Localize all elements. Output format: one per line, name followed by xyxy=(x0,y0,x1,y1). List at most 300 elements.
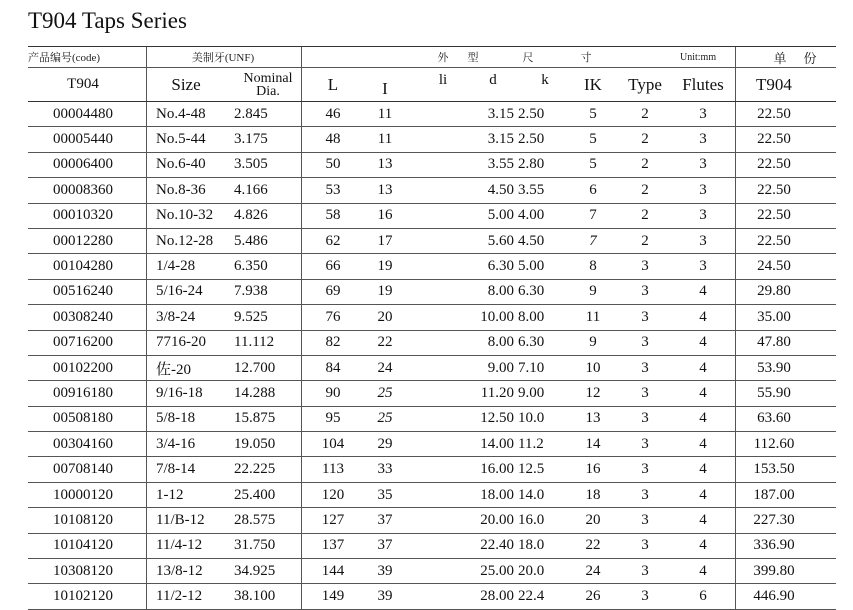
header-col-price: T904 xyxy=(756,74,792,94)
d-cell: 28.00 xyxy=(480,588,514,605)
header-col-I: I xyxy=(382,78,388,98)
header-dim-char-4: 寸 xyxy=(580,52,592,64)
size-cell: 5/16-24 xyxy=(156,283,203,300)
code-cell: 00104280 xyxy=(53,258,113,275)
divider xyxy=(735,280,736,304)
divider xyxy=(301,584,302,608)
size-cell: 13/8-12 xyxy=(156,562,203,579)
flutes-cell: 4 xyxy=(699,410,707,427)
divider xyxy=(301,432,302,456)
I-cell: 24 xyxy=(377,359,393,376)
k-cell: 2.50 xyxy=(518,131,545,148)
code-cell: 10308120 xyxy=(53,562,113,579)
divider xyxy=(146,584,147,608)
divider xyxy=(146,204,147,228)
size-cell: 1/4-28 xyxy=(156,258,196,275)
IK-cell: 12 xyxy=(585,384,601,401)
header-col-nominal xyxy=(234,68,302,101)
divider xyxy=(735,254,736,278)
k-cell: 12.5 xyxy=(518,461,545,478)
header-code-label: 产品编号(code) xyxy=(28,52,101,64)
divider xyxy=(146,102,147,126)
d-cell: 4.50 xyxy=(487,181,514,198)
divider xyxy=(146,457,147,481)
flutes-cell: 3 xyxy=(699,207,707,224)
size-cell: 3/8-24 xyxy=(156,308,196,325)
nominal-dia-cell: 22.225 xyxy=(234,461,276,478)
L-cell: 58 xyxy=(325,207,341,224)
flutes-cell: 4 xyxy=(699,435,707,452)
d-cell: 14.00 xyxy=(480,435,514,452)
size-cell: 3/4-16 xyxy=(156,435,196,452)
header-dim-char-2: 型 xyxy=(467,52,479,64)
d-cell: 10.00 xyxy=(480,308,514,325)
price-cell: 227.30 xyxy=(753,511,795,528)
type-cell: 3 xyxy=(641,461,649,478)
table-row xyxy=(28,254,836,279)
nominal-dia-cell: 3.175 xyxy=(234,131,268,148)
k-cell: 14.0 xyxy=(518,486,545,503)
flutes-cell: 4 xyxy=(699,384,707,401)
table-row xyxy=(28,305,836,330)
size-cell: 5/8-18 xyxy=(156,410,196,427)
table-body xyxy=(28,102,836,610)
type-cell: 3 xyxy=(641,308,649,325)
divider xyxy=(735,305,736,329)
taps-table xyxy=(28,46,836,610)
d-cell: 6.30 xyxy=(487,258,514,275)
code-cell: 00516240 xyxy=(53,283,113,300)
table-row xyxy=(28,483,836,508)
size-cell: No.12-28 xyxy=(156,232,214,249)
IK-cell: 5 xyxy=(589,105,597,122)
size-cell: No.6-40 xyxy=(156,156,206,173)
divider xyxy=(146,356,147,380)
I-cell: 20 xyxy=(377,308,393,325)
divider xyxy=(301,204,302,228)
price-cell: 29.80 xyxy=(757,283,791,300)
divider xyxy=(146,47,147,67)
nominal-dia-cell: 19.050 xyxy=(234,435,276,452)
code-cell: 00716200 xyxy=(53,334,113,351)
d-cell: 18.00 xyxy=(480,486,514,503)
header-nominal-line-1: Nominal xyxy=(243,70,293,86)
code-cell: 00006400 xyxy=(53,156,113,173)
table-row xyxy=(28,407,836,432)
header-col-type: Type xyxy=(628,74,662,94)
I-cell: 19 xyxy=(377,258,393,275)
table-row xyxy=(28,356,836,381)
type-cell: 3 xyxy=(641,359,649,376)
code-cell: 00004480 xyxy=(53,105,113,122)
divider xyxy=(735,407,736,431)
divider xyxy=(735,457,736,481)
L-cell: 95 xyxy=(325,410,341,427)
header-row-1 xyxy=(28,46,836,68)
price-cell: 399.80 xyxy=(753,562,795,579)
price-cell: 22.50 xyxy=(757,156,791,173)
header-nominal-line-2: Dia. xyxy=(256,83,280,99)
d-cell: 9.00 xyxy=(487,359,514,376)
IK-cell: 20 xyxy=(585,511,601,528)
divider xyxy=(735,432,736,456)
type-cell: 3 xyxy=(641,435,649,452)
k-cell: 16.0 xyxy=(518,511,545,528)
L-cell: 82 xyxy=(325,334,341,351)
nominal-dia-cell: 11.112 xyxy=(234,334,275,351)
divider xyxy=(735,68,736,101)
d-cell: 16.00 xyxy=(480,461,514,478)
divider xyxy=(735,102,736,126)
type-cell: 3 xyxy=(641,384,649,401)
I-cell: 22 xyxy=(377,334,393,351)
L-cell: 149 xyxy=(321,588,345,605)
nominal-dia-cell: 9.525 xyxy=(234,308,268,325)
table-row xyxy=(28,381,836,406)
flutes-cell: 3 xyxy=(699,156,707,173)
divider xyxy=(146,178,147,202)
divider xyxy=(146,508,147,532)
flutes-cell: 4 xyxy=(699,486,707,503)
nominal-dia-cell: 12.700 xyxy=(234,359,276,376)
I-cell: 17 xyxy=(377,232,393,249)
divider xyxy=(735,356,736,380)
flutes-cell: 4 xyxy=(699,334,707,351)
table-row xyxy=(28,331,836,356)
L-cell: 66 xyxy=(325,258,341,275)
k-cell: 18.0 xyxy=(518,537,545,554)
page-title: T904 Taps Series xyxy=(28,8,187,33)
I-cell: 16 xyxy=(377,207,393,224)
table-row xyxy=(28,127,836,152)
k-cell: 8.00 xyxy=(518,308,545,325)
flutes-cell: 4 xyxy=(699,359,707,376)
code-cell: 10102120 xyxy=(53,588,113,605)
k-cell: 22.4 xyxy=(518,588,545,605)
price-cell: 63.60 xyxy=(757,410,791,427)
k-cell: 9.00 xyxy=(518,384,545,401)
L-cell: 53 xyxy=(325,181,341,198)
d-cell: 3.15 xyxy=(487,105,514,122)
type-cell: 3 xyxy=(641,410,649,427)
L-cell: 50 xyxy=(325,156,341,173)
nominal-dia-cell: 6.350 xyxy=(234,258,268,275)
size-cell: 9/16-18 xyxy=(156,384,203,401)
header-unit-label: Unit:mm xyxy=(680,51,717,63)
divider xyxy=(146,127,147,151)
L-cell: 137 xyxy=(321,537,345,554)
table-row xyxy=(28,102,836,127)
k-cell: 6.30 xyxy=(518,283,545,300)
k-cell: 20.0 xyxy=(518,562,545,579)
header-dim-char-1: 外 xyxy=(437,52,449,64)
size-cell: 7716-20 xyxy=(156,334,206,351)
code-cell: 00102200 xyxy=(53,359,113,376)
d-cell: 25.00 xyxy=(480,562,514,579)
nominal-dia-cell: 34.925 xyxy=(234,562,276,579)
nominal-dia-cell: 4.166 xyxy=(234,181,268,198)
IK-cell: 18 xyxy=(585,486,601,503)
flutes-cell: 4 xyxy=(699,511,707,528)
L-cell: 76 xyxy=(325,308,341,325)
type-cell: 3 xyxy=(641,486,649,503)
flutes-cell: 4 xyxy=(699,537,707,554)
nominal-dia-cell: 38.100 xyxy=(234,588,276,605)
L-cell: 144 xyxy=(321,562,345,579)
divider xyxy=(735,584,736,608)
divider xyxy=(301,102,302,126)
table-row xyxy=(28,229,836,254)
divider xyxy=(301,534,302,558)
code-cell: 00308240 xyxy=(53,308,113,325)
table-row xyxy=(28,432,836,457)
k-cell: 4.00 xyxy=(518,207,545,224)
code-cell: 00005440 xyxy=(53,131,113,148)
price-cell: 47.80 xyxy=(757,334,791,351)
flutes-cell: 4 xyxy=(699,308,707,325)
divider xyxy=(301,127,302,151)
header-col-flutes: Flutes xyxy=(682,74,724,94)
code-cell: 10104120 xyxy=(53,537,113,554)
nominal-dia-cell: 15.875 xyxy=(234,410,276,427)
divider xyxy=(146,483,147,507)
flutes-cell: 3 xyxy=(699,181,707,198)
table-row xyxy=(28,534,836,559)
I-cell: 33 xyxy=(377,461,393,478)
flutes-cell: 4 xyxy=(699,562,707,579)
header-col-code: T904 xyxy=(67,76,99,92)
L-cell: 84 xyxy=(325,359,341,376)
nominal-dia-cell: 25.400 xyxy=(234,486,276,503)
IK-cell: 16 xyxy=(585,461,601,478)
I-cell: 25 xyxy=(377,384,393,401)
header-price-char-1: 单 xyxy=(773,50,787,66)
type-cell: 2 xyxy=(641,232,649,249)
type-cell: 3 xyxy=(641,511,649,528)
nominal-dia-cell: 7.938 xyxy=(234,283,268,300)
I-cell: 11 xyxy=(377,131,393,148)
price-cell: 35.00 xyxy=(757,308,791,325)
divider xyxy=(301,356,302,380)
type-cell: 2 xyxy=(641,131,649,148)
code-cell: 10000120 xyxy=(53,486,113,503)
size-cell: 11/B-12 xyxy=(156,511,205,528)
table-row xyxy=(28,457,836,482)
table-row xyxy=(28,508,836,533)
table-row xyxy=(28,584,836,609)
divider xyxy=(146,432,147,456)
L-cell: 48 xyxy=(325,131,341,148)
code-cell: 00508180 xyxy=(53,410,113,427)
type-cell: 2 xyxy=(641,181,649,198)
divider xyxy=(301,178,302,202)
d-cell: 3.55 xyxy=(487,156,514,173)
size-cell: 11/2-12 xyxy=(156,588,203,605)
size-cell: No.5-44 xyxy=(156,131,206,148)
d-cell: 3.15 xyxy=(487,131,514,148)
I-cell: 39 xyxy=(377,562,393,579)
divider xyxy=(301,559,302,583)
I-cell: 39 xyxy=(377,588,393,605)
type-cell: 3 xyxy=(641,334,649,351)
header-col-d: d xyxy=(489,72,497,88)
size-cell: No.4-48 xyxy=(156,105,206,122)
L-cell: 69 xyxy=(325,283,341,300)
nominal-dia-cell: 28.575 xyxy=(234,511,276,528)
nominal-dia-cell: 2.845 xyxy=(234,105,268,122)
nominal-dia-cell: 5.486 xyxy=(234,232,268,249)
divider xyxy=(301,229,302,253)
I-cell: 37 xyxy=(377,537,393,554)
d-cell: 20.00 xyxy=(480,511,514,528)
k-cell: 10.0 xyxy=(518,410,545,427)
divider xyxy=(735,204,736,228)
divider xyxy=(146,559,147,583)
IK-cell: 13 xyxy=(585,410,601,427)
IK-cell: 22 xyxy=(585,537,601,554)
IK-cell: 6 xyxy=(589,181,597,198)
L-cell: 46 xyxy=(325,105,341,122)
divider xyxy=(735,483,736,507)
L-cell: 104 xyxy=(321,435,345,452)
flutes-cell: 3 xyxy=(699,131,707,148)
divider xyxy=(735,381,736,405)
type-cell: 2 xyxy=(641,207,649,224)
header-col-k: k xyxy=(541,72,549,88)
divider xyxy=(146,407,147,431)
IK-cell: 9 xyxy=(589,334,597,351)
divider xyxy=(301,331,302,355)
nominal-dia-cell: 3.505 xyxy=(234,156,268,173)
divider xyxy=(301,280,302,304)
table-row xyxy=(28,280,836,305)
price-cell: 24.50 xyxy=(757,258,791,275)
divider xyxy=(735,178,736,202)
header-col-li: li xyxy=(438,72,448,88)
divider xyxy=(735,127,736,151)
size-cell: No.10-32 xyxy=(156,207,214,224)
flutes-cell: 4 xyxy=(699,283,707,300)
divider xyxy=(301,254,302,278)
d-cell: 8.00 xyxy=(487,334,514,351)
k-cell: 4.50 xyxy=(518,232,545,249)
divider xyxy=(735,153,736,177)
size-cell: 1-12 xyxy=(156,486,184,503)
header-dim-char-3: 尺 xyxy=(522,52,534,64)
divider xyxy=(735,559,736,583)
price-cell: 53.90 xyxy=(757,359,791,376)
header-unf-label: 美制牙(UNF) xyxy=(191,52,255,64)
I-cell: 13 xyxy=(377,181,393,198)
size-cell: 7/8-14 xyxy=(156,461,196,478)
k-cell: 6.30 xyxy=(518,334,545,351)
divider xyxy=(146,381,147,405)
IK-cell: 26 xyxy=(585,588,601,605)
divider xyxy=(735,47,736,67)
k-cell: 7.10 xyxy=(518,359,545,376)
d-cell: 5.00 xyxy=(487,207,514,224)
header-price-char-2: 份 xyxy=(803,50,817,66)
flutes-cell: 6 xyxy=(699,588,707,605)
code-cell: 00008360 xyxy=(53,181,113,198)
flutes-cell: 3 xyxy=(699,105,707,122)
table-row xyxy=(28,153,836,178)
flutes-cell: 4 xyxy=(699,461,707,478)
nominal-dia-cell: 31.750 xyxy=(234,537,276,554)
price-cell: 22.50 xyxy=(757,105,791,122)
header-col-L: L xyxy=(327,74,339,94)
k-cell: 5.00 xyxy=(518,258,545,275)
IK-cell: 14 xyxy=(585,435,601,452)
price-cell: 153.50 xyxy=(753,461,795,478)
divider xyxy=(146,280,147,304)
code-cell: 00010320 xyxy=(53,207,113,224)
d-cell: 5.60 xyxy=(487,232,514,249)
price-cell: 187.00 xyxy=(753,486,795,503)
I-cell: 19 xyxy=(377,283,393,300)
k-cell: 11.2 xyxy=(518,435,544,452)
header-col-IK: IK xyxy=(584,74,602,94)
L-cell: 127 xyxy=(321,511,345,528)
d-cell: 11.20 xyxy=(480,384,514,401)
IK-cell: 9 xyxy=(589,283,597,300)
d-cell: 12.50 xyxy=(480,410,514,427)
size-cell: 11/4-12 xyxy=(156,537,203,554)
header-row-2 xyxy=(28,68,836,102)
L-cell: 62 xyxy=(325,232,341,249)
divider xyxy=(301,457,302,481)
type-cell: 2 xyxy=(641,156,649,173)
flutes-cell: 3 xyxy=(699,232,707,249)
divider xyxy=(735,229,736,253)
code-cell: 10108120 xyxy=(53,511,113,528)
price-cell: 55.90 xyxy=(757,384,791,401)
divider xyxy=(735,534,736,558)
divider xyxy=(301,508,302,532)
price-cell: 446.90 xyxy=(753,588,795,605)
IK-cell: 7 xyxy=(589,232,597,249)
k-cell: 2.80 xyxy=(518,156,545,173)
divider xyxy=(301,407,302,431)
code-cell: 00304160 xyxy=(53,435,113,452)
divider xyxy=(301,68,302,101)
IK-cell: 8 xyxy=(589,258,597,275)
price-cell: 112.60 xyxy=(753,435,795,452)
type-cell: 3 xyxy=(641,283,649,300)
divider xyxy=(301,47,302,67)
k-cell: 2.50 xyxy=(518,105,545,122)
I-cell: 25 xyxy=(377,410,393,427)
table-row xyxy=(28,559,836,584)
nominal-dia-cell: 4.826 xyxy=(234,207,268,224)
type-cell: 3 xyxy=(641,258,649,275)
code-cell: 00708140 xyxy=(53,461,113,478)
I-cell: 11 xyxy=(377,105,393,122)
price-cell: 22.50 xyxy=(757,181,791,198)
IK-cell: 5 xyxy=(589,156,597,173)
divider xyxy=(146,254,147,278)
price-cell: 22.50 xyxy=(757,207,791,224)
divider xyxy=(301,483,302,507)
IK-cell: 7 xyxy=(589,207,597,224)
flutes-cell: 3 xyxy=(699,258,707,275)
code-cell: 00012280 xyxy=(53,232,113,249)
price-cell: 336.90 xyxy=(753,537,795,554)
IK-cell: 24 xyxy=(585,562,601,579)
divider xyxy=(146,153,147,177)
L-cell: 90 xyxy=(325,384,341,401)
code-cell: 00916180 xyxy=(53,384,113,401)
